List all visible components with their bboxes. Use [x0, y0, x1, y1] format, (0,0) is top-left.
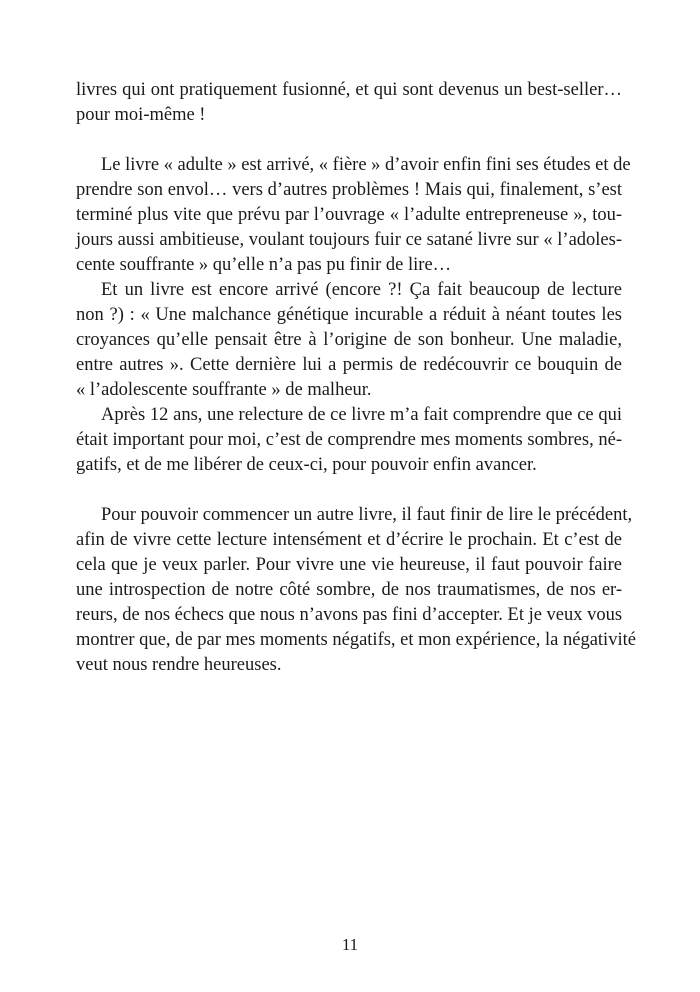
paragraph-spacer: [76, 128, 622, 153]
text-line: terminé plus vite que prévu par l’ouvrage « l’adulte entrepreneuse », tou-: [76, 205, 622, 225]
text-line: reurs, de nos échecs que nous n’avons pas fini d’accepter. Et je veux vous: [76, 605, 623, 625]
text-line: montrer que, de par mes moments négatifs, et mon expérience, la négativité: [76, 630, 636, 650]
text-line: prendre son envol… vers d’autres problèmes ! Mais qui, finalement, s’est: [76, 180, 622, 200]
text-line: gatifs, et de me libérer de ceux-ci, pour pouvoir enfin avancer.: [76, 455, 537, 475]
text-line: afin de vivre cette lecture intensément et d’écrire le prochain. Et c’est de: [76, 530, 622, 550]
text-line: cente souffrante » qu’elle n’a pas pu finir de lire…: [76, 255, 452, 275]
paragraph: [76, 78, 622, 128]
text-line: Après 12 ans, une relecture de ce livre m’a fait comprendre que ce qui: [101, 405, 622, 425]
text-line: pour moi-même !: [76, 105, 206, 125]
text-line: « l’adolescente souffrante » de malheur.: [76, 380, 372, 400]
text-line: Et un livre est encore arrivé (encore ?! Ça fait beaucoup de lecture: [101, 280, 622, 300]
paragraph: [76, 153, 631, 278]
body-text: [76, 78, 636, 678]
text-line: était important pour moi, c’est de comprendre mes moments sombres, né-: [76, 430, 622, 450]
paragraph-spacer: [76, 478, 622, 503]
text-line: Le livre « adulte » est arrivé, « fière » d’avoir enfin fini ses études et de: [101, 155, 631, 175]
text-line: livres qui ont pratiquement fusionné, et qui sont devenus un best-seller…: [76, 80, 622, 100]
paragraph: [76, 403, 622, 478]
text-line: non ?) : « Une malchance génétique incurable a réduit à néant toutes les: [76, 305, 622, 325]
text-line: une introspection de notre côté sombre, de nos traumatismes, de nos er-: [76, 580, 622, 600]
text-line: cela que je veux parler. Pour vivre une vie heureuse, il faut pouvoir faire: [76, 555, 622, 575]
paragraph: [76, 503, 636, 678]
text-line: croyances qu’elle pensait être à l’origine de son bonheur. Une maladie,: [76, 330, 622, 350]
text-line: veut nous rendre heureuses.: [76, 655, 282, 675]
text-line: Pour pouvoir commencer un autre livre, il faut finir de lire le précédent,: [101, 505, 633, 525]
text-line: entre autres ». Cette dernière lui a permis de redécouvrir ce bouquin de: [76, 355, 622, 375]
paragraph: [76, 278, 622, 403]
text-line: jours aussi ambitieuse, voulant toujours fuir ce satané livre sur « l’adoles-: [76, 230, 622, 250]
page-number: 11: [341, 935, 359, 954]
